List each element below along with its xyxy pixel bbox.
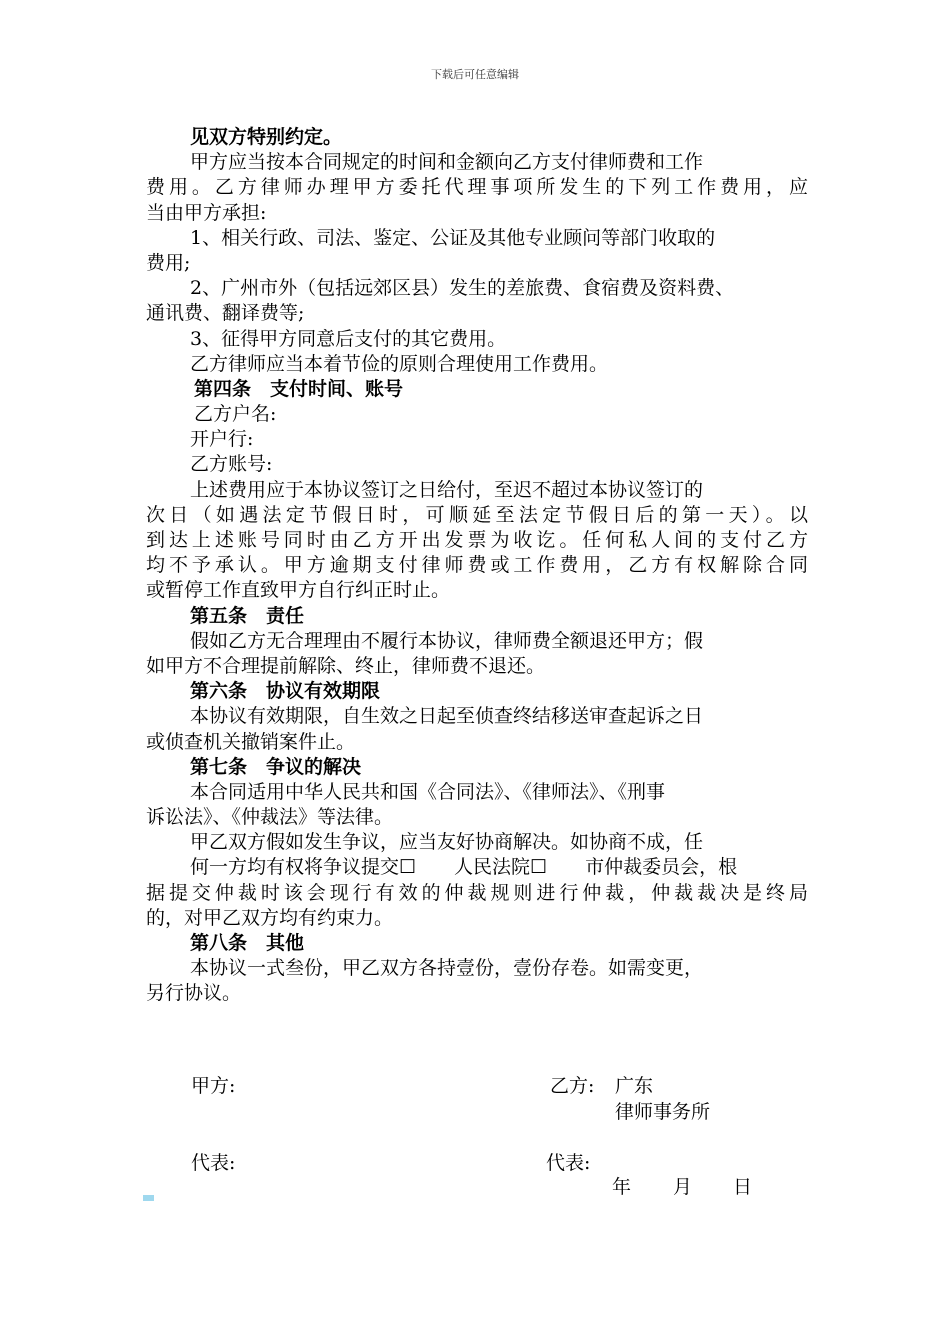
paragraph-line: 另行协议。 [146,982,242,1005]
representative-a-label: 代表: [191,1152,236,1174]
paragraph-line: 第七条 争议的解决 [190,755,362,778]
paragraph-line: 本协议一式叁份，甲乙双方各持壹份，壹份存卷。如需变更， [190,957,704,980]
paragraph-line: 本协议有效期限，自生效之日起至侦查终结移送审查起诉之日 [190,705,704,728]
party-b-label: 乙方: [550,1075,595,1097]
paragraph-line: 的，对甲乙双方均有约束力。 [146,906,394,929]
line-segment: 何一方均有权将争议提交☐ [190,856,417,879]
paragraph-line: 均不予承认。甲方逾期支付律师费或工作费用，乙方有权解除合同 [146,554,808,577]
page-header: 下载后可任意编辑 [431,68,519,81]
paragraph-line: 本合同适用中华人民共和国《合同法》、《律师法》、《刑事 [190,780,666,803]
paragraph-line: 据提交仲裁时该会现行有效的仲裁规则进行仲裁，仲裁裁决是终局 [146,881,808,904]
party-b-name-line2: 律师事务所 [615,1101,711,1123]
paragraph-line: 到达上述账号同时由乙方开出发票为收讫。任何私人间的支付乙方 [146,529,808,551]
paragraph-line: 诉讼法》、《仲裁法》等法律。 [146,806,394,829]
contract-body [146,125,808,1007]
page-marker [143,1195,154,1201]
paragraph-line: 开户行: [190,428,254,451]
date-day: 日 [733,1176,753,1198]
paragraph-line [146,855,808,880]
paragraph-line: 如甲方不合理提前解除、终止，律师费不退还。 [146,654,546,677]
paragraph-line: 见双方特别约定。 [190,126,343,148]
paragraph-line: 费用。乙方律师办理甲方委托代理事项所发生的下列工作费用，应 [146,176,808,199]
paragraph-line: 当由甲方承担: [146,201,267,224]
paragraph-line: 上述费用应于本协议签订之日给付，至迟不超过本协议签订的 [190,478,704,501]
paragraph-line: 乙方律师应当本着节俭的原则合理使用工作费用。 [190,352,609,375]
paragraph-line: 甲乙双方假如发生争议，应当友好协商解决。如协商不成，任 [190,831,704,854]
party-b-name-line1: 广东 [615,1075,654,1097]
paragraph-line: 第五条 责任 [190,604,305,627]
paragraph-line: 次日（如遇法定节假日时，可顺延至法定节假日后的第一天）。以 [146,503,808,526]
paragraph-line: 费用; [146,251,191,274]
paragraph-line: 第八条 其他 [190,932,305,954]
paragraph-line: 3、征得甲方同意后支付的其它费用。 [190,327,507,350]
paragraph-line: 甲方应当按本合同规定的时间和金额向乙方支付律师费和工作 [190,151,704,174]
date-year: 年 [612,1176,632,1198]
paragraph-line: 第四条 支付时间、账号 [194,377,404,400]
paragraph-line: 或侦查机关撤销案件止。 [146,730,356,753]
paragraph-line: 第六条 协议有效期限 [190,680,381,703]
paragraph-line: 乙方账号: [190,453,273,476]
paragraph-line: 2、广州市外（包括远郊区县）发生的差旅费、食宿费及资料费、 [190,277,735,300]
representative-b-label: 代表: [546,1152,591,1174]
party-a-label: 甲方: [191,1075,236,1097]
paragraph-line: 通讯费、翻译费等; [146,302,305,325]
line-segment: 人民法院☐ [454,856,548,879]
paragraph-line: 或暂停工作直致甲方自行纠正时止。 [146,579,451,602]
paragraph-line: 乙方户名: [194,403,277,426]
date-month: 月 [673,1176,693,1198]
paragraph-line: 假如乙方无合理理由不履行本协议，律师费全额退还甲方；假 [190,629,704,652]
paragraph-line: 1、相关行政、司法、鉴定、公证及其他专业顾问等部门收取的 [190,226,716,249]
line-segment: 市仲裁委员会，根 [585,856,738,879]
